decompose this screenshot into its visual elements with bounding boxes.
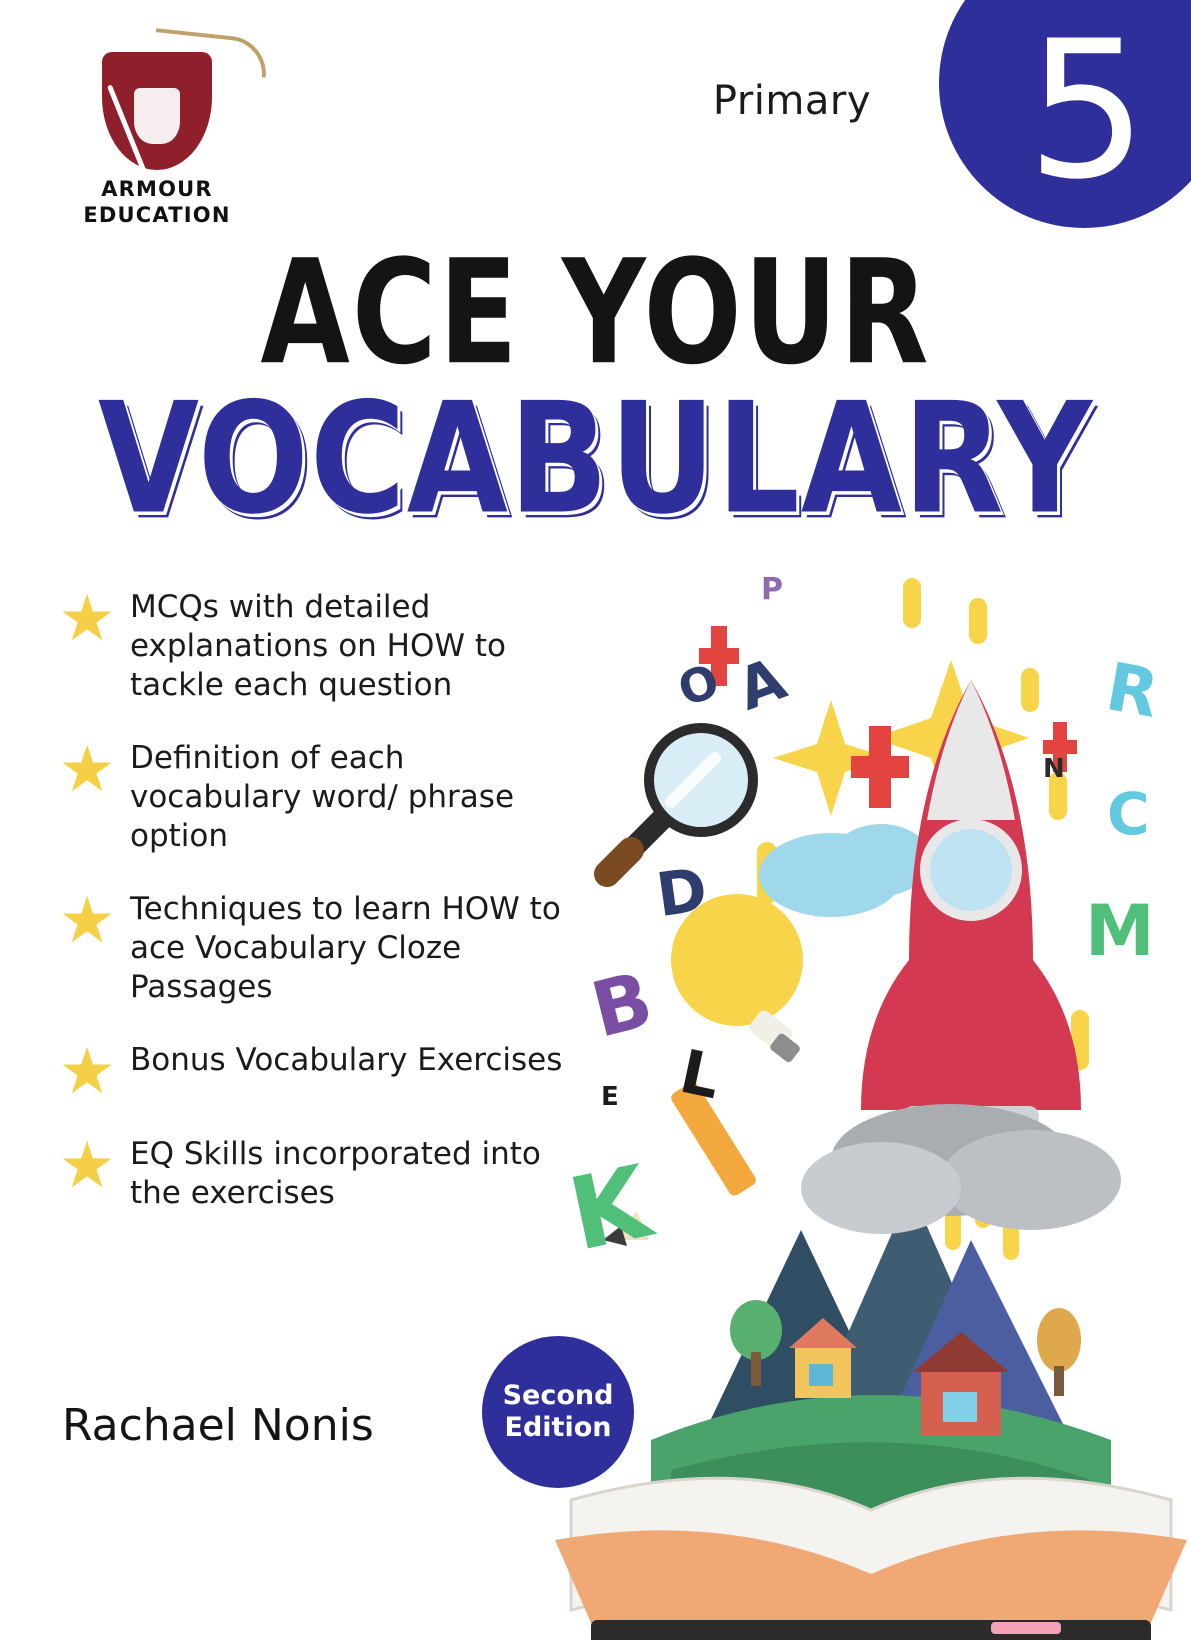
title-main: ACE YOUR: [260, 228, 931, 397]
grade-badge: [939, 0, 1191, 228]
feature-list: [58, 582, 578, 1248]
knight-figure: [134, 88, 180, 144]
floating-letter: A: [728, 644, 795, 724]
feature-text: Bonus Vocabulary Exercises: [130, 1042, 563, 1079]
feature-text: Techniques to learn HOW to ace Vocabulary Cloze Passages: [130, 891, 561, 1006]
floating-letter: C: [1107, 780, 1150, 848]
list-item: [58, 884, 578, 1007]
star-icon: ★: [58, 733, 116, 806]
publisher-logo: [62, 34, 252, 228]
open-book-rocket-illustration: [551, 540, 1191, 1640]
floating-letter: L: [674, 1036, 727, 1114]
level-label: Primary: [712, 78, 871, 124]
publisher-name: [62, 177, 252, 228]
floating-letter: E: [601, 1082, 619, 1112]
floating-letter: K: [559, 1143, 660, 1274]
feature-text: MCQs with detailed explanations on HOW to tackle each question: [130, 589, 506, 704]
floating-letter: P: [761, 572, 783, 607]
floating-letter: R: [1100, 648, 1165, 733]
grade-number: 5: [1026, 0, 1148, 221]
title-subject: VOCABULARY: [97, 370, 1094, 549]
star-icon: ★: [58, 884, 116, 957]
publisher-name-line2: EDUCATION: [83, 202, 231, 227]
magnifying-glass-icon: [607, 728, 753, 874]
shield-knight-icon: [102, 34, 212, 169]
floating-letter: O: [671, 653, 726, 717]
cloud-icon: [759, 824, 931, 917]
edition-badge: [478, 1332, 638, 1492]
list-item: [58, 582, 578, 705]
list-item: [58, 733, 578, 856]
list-item: [58, 1129, 578, 1213]
feature-text: EQ Skills incorporated into the exercises: [130, 1136, 541, 1212]
floating-letter: M: [1085, 890, 1155, 972]
floating-letter: D: [652, 854, 712, 932]
publisher-name-line1: ARMOUR: [101, 177, 213, 201]
shield-shape: [102, 52, 212, 170]
author-name: Rachael Nonis: [62, 1400, 374, 1451]
list-item: [58, 1035, 578, 1108]
star-icon: ★: [58, 1035, 116, 1108]
edition-line1: Second: [502, 1380, 614, 1412]
floating-letter: B: [583, 954, 661, 1055]
star-icon: ★: [58, 582, 116, 654]
smoke-cloud-icon: [801, 1104, 1121, 1234]
floating-letter: N: [1043, 754, 1065, 784]
star-icon: ★: [58, 1129, 116, 1202]
feature-text: Definition of each vocabulary word/ phrase option: [130, 740, 515, 855]
edition-line2: Edition: [504, 1412, 612, 1443]
